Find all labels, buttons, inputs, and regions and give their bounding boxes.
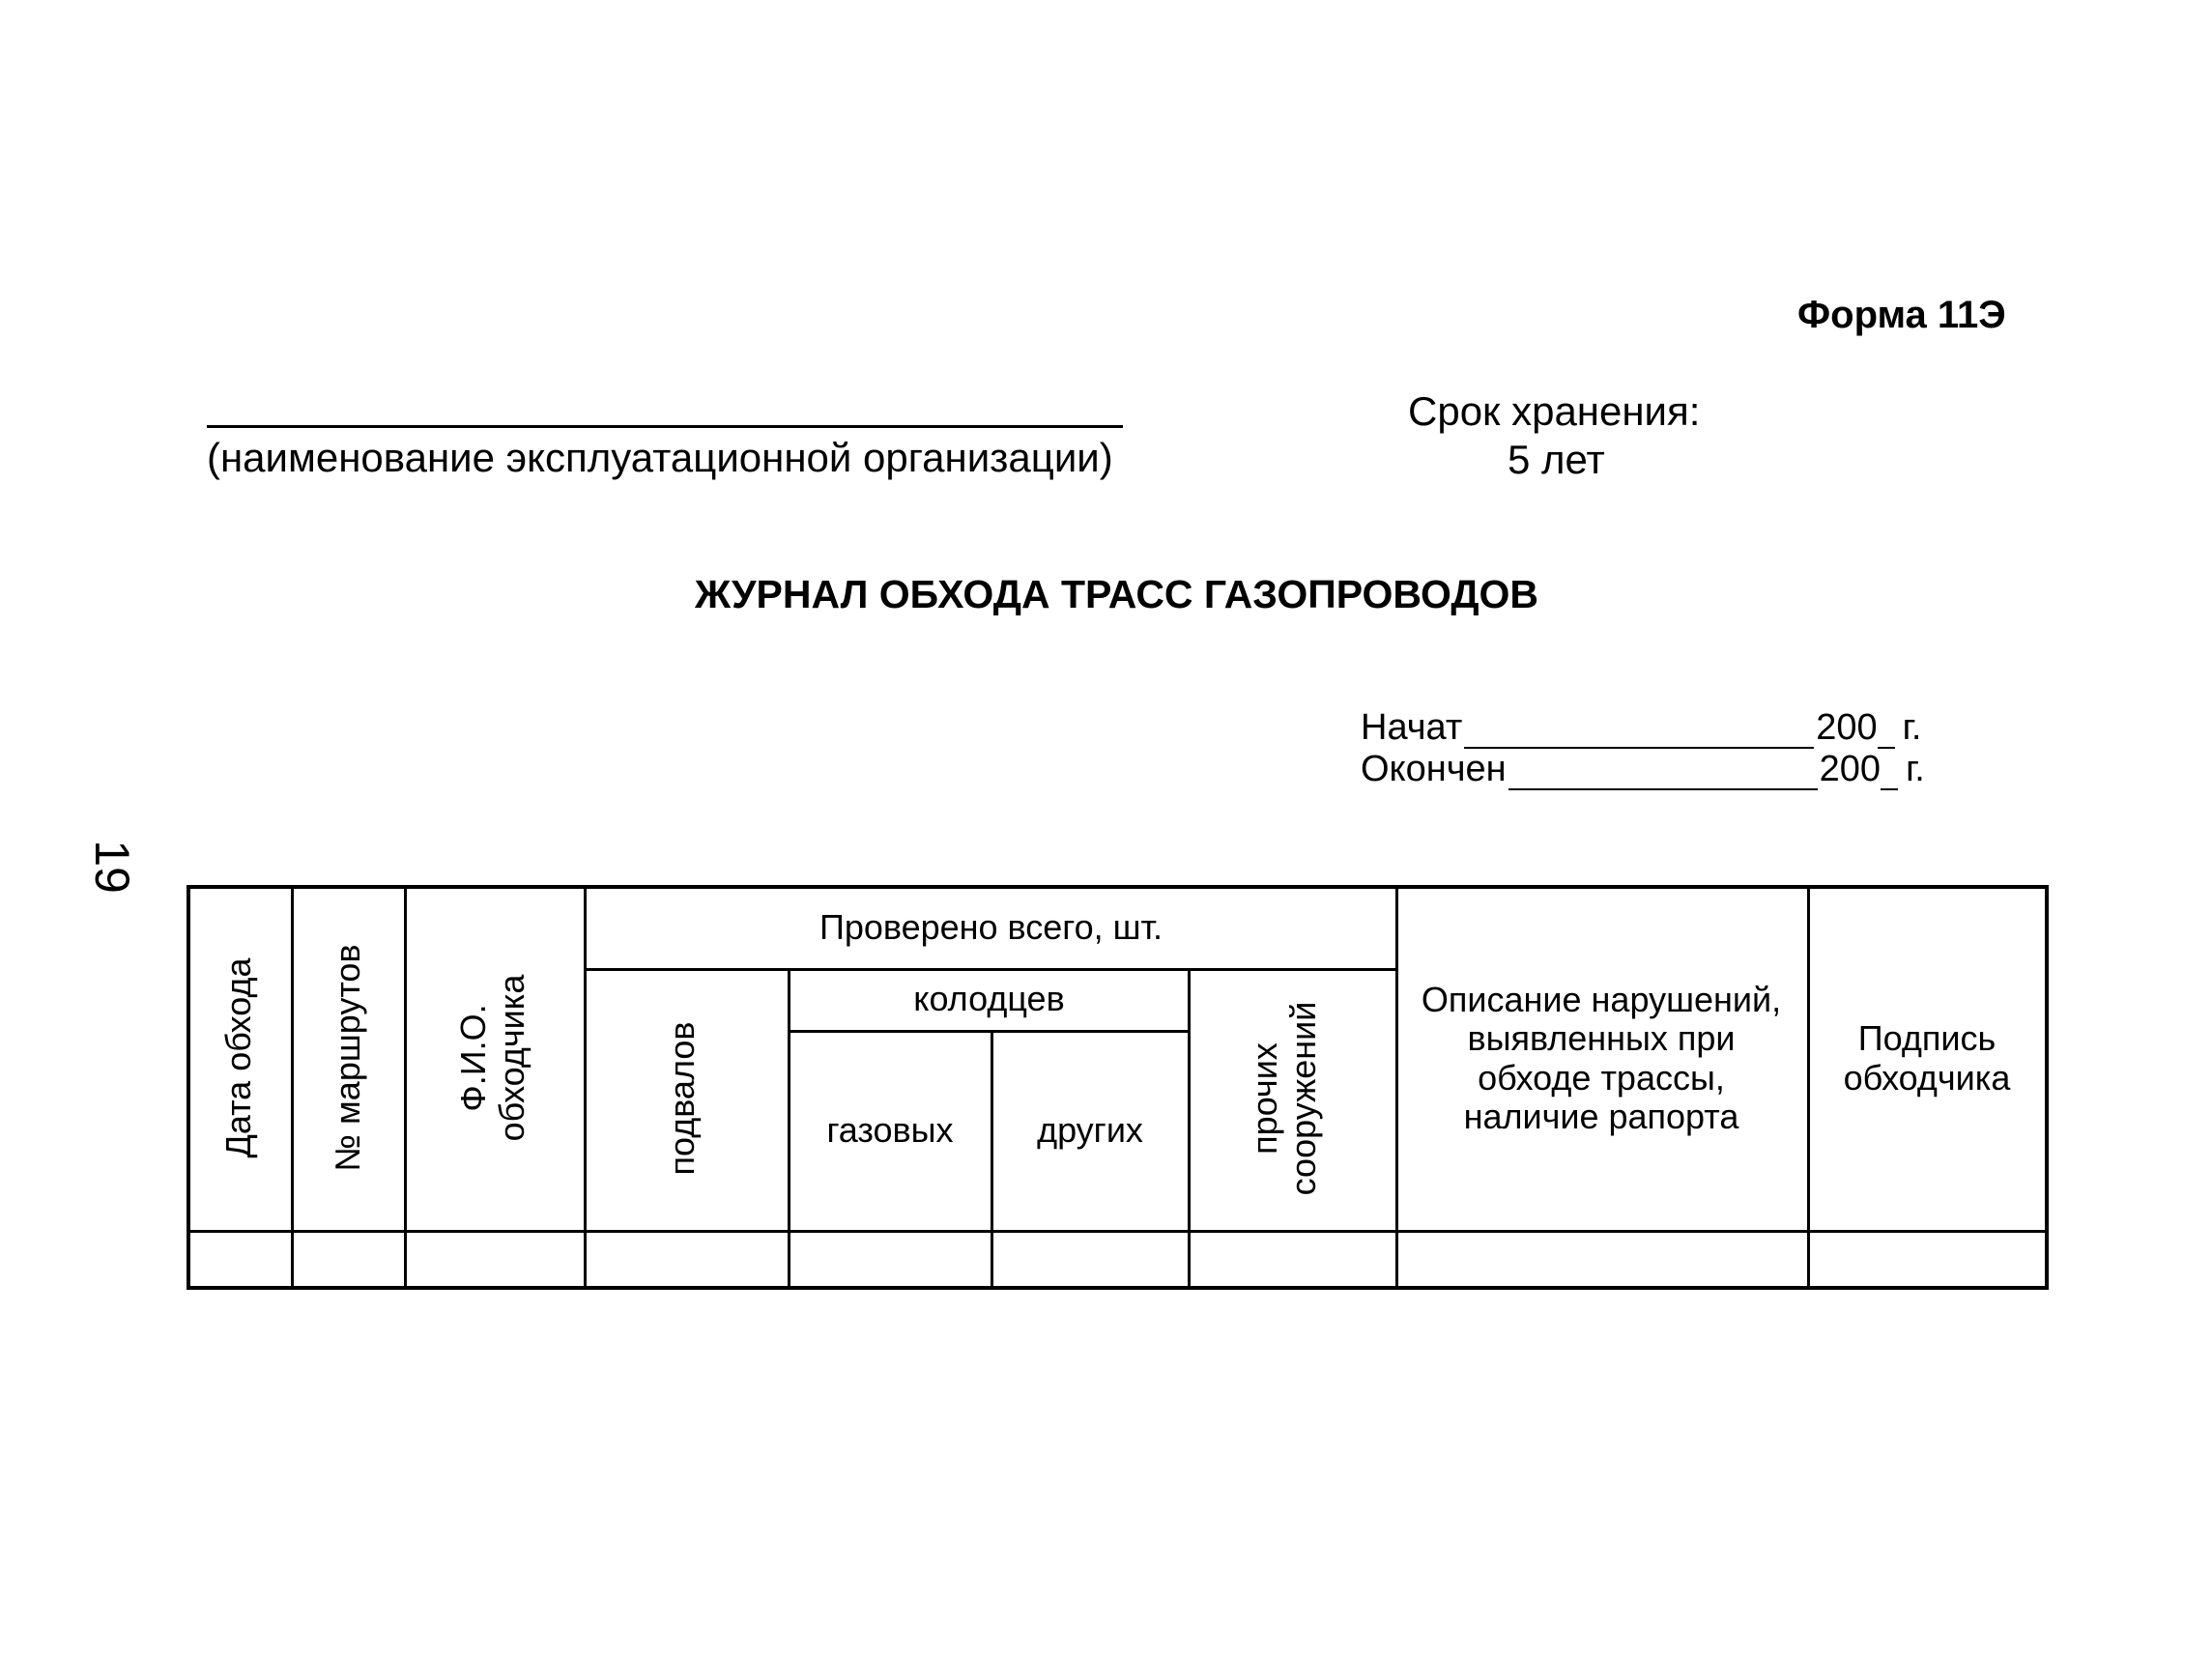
header-inspector-name-line1: Ф.И.О. (453, 1004, 493, 1112)
ended-label: Окончен (1361, 749, 1507, 789)
header-date-of-inspection: Дата обхода (218, 957, 258, 1158)
organization-name-line (207, 425, 1123, 428)
header-route-numbers: № маршрутов (328, 944, 367, 1172)
page-number: 19 (84, 840, 139, 894)
started-year-prefix: 200 (1816, 707, 1878, 748)
header-wells: колодцев (913, 979, 1065, 1019)
header-inspector-name (454, 889, 533, 1227)
table-line-col1 (291, 885, 294, 1288)
table-border-left (187, 885, 190, 1288)
header-violations-description: Описание нарушений, выявленных при обходе трассы, наличие рапорта (1421, 979, 1782, 1136)
header-other-structures-line1: прочих (1245, 1042, 1284, 1155)
header-inspector-signature: Подпись обходчика (1843, 1018, 2011, 1098)
header-other-wells: других (1037, 1110, 1143, 1151)
table-line-col8 (1807, 885, 1810, 1288)
storage-period-value: 5 лет (1508, 437, 1605, 482)
organization-caption: (наименование эксплуатационной организации) (207, 435, 1113, 480)
header-gas-wells: газовых (826, 1110, 954, 1151)
started-date-row (1361, 707, 1921, 749)
header-checked-total: Проверено всего, шт. (819, 906, 1163, 947)
header-inspector-name-line2: обходчика (492, 974, 532, 1142)
started-year-blank (1878, 718, 1895, 749)
started-year-suffix: г. (1902, 707, 1922, 748)
ended-year-prefix: 200 (1819, 749, 1882, 789)
ended-year-suffix: г. (1906, 749, 1925, 789)
table-line-header-bottom (187, 1230, 2049, 1233)
ended-date-row (1361, 749, 1925, 790)
table-border-right (2045, 885, 2049, 1288)
ended-date-blank (1508, 759, 1818, 790)
ended-year-blank (1881, 759, 1898, 790)
started-label: Начат (1361, 707, 1463, 748)
form-number: Форма 11Э (1797, 294, 2006, 336)
table-border-bottom (187, 1286, 2049, 1290)
started-date-blank (1464, 718, 1814, 749)
journal-title: ЖУРНАЛ ОБХОДА ТРАСС ГАЗОПРОВОДОВ (694, 572, 1539, 616)
storage-period-label: Срок хранения: (1408, 388, 1701, 434)
table-line-col2 (404, 885, 407, 1288)
header-other-structures-line2: сооружений (1283, 1001, 1324, 1196)
header-basements: подвалов (662, 1021, 702, 1176)
header-other-structures (1246, 987, 1325, 1210)
